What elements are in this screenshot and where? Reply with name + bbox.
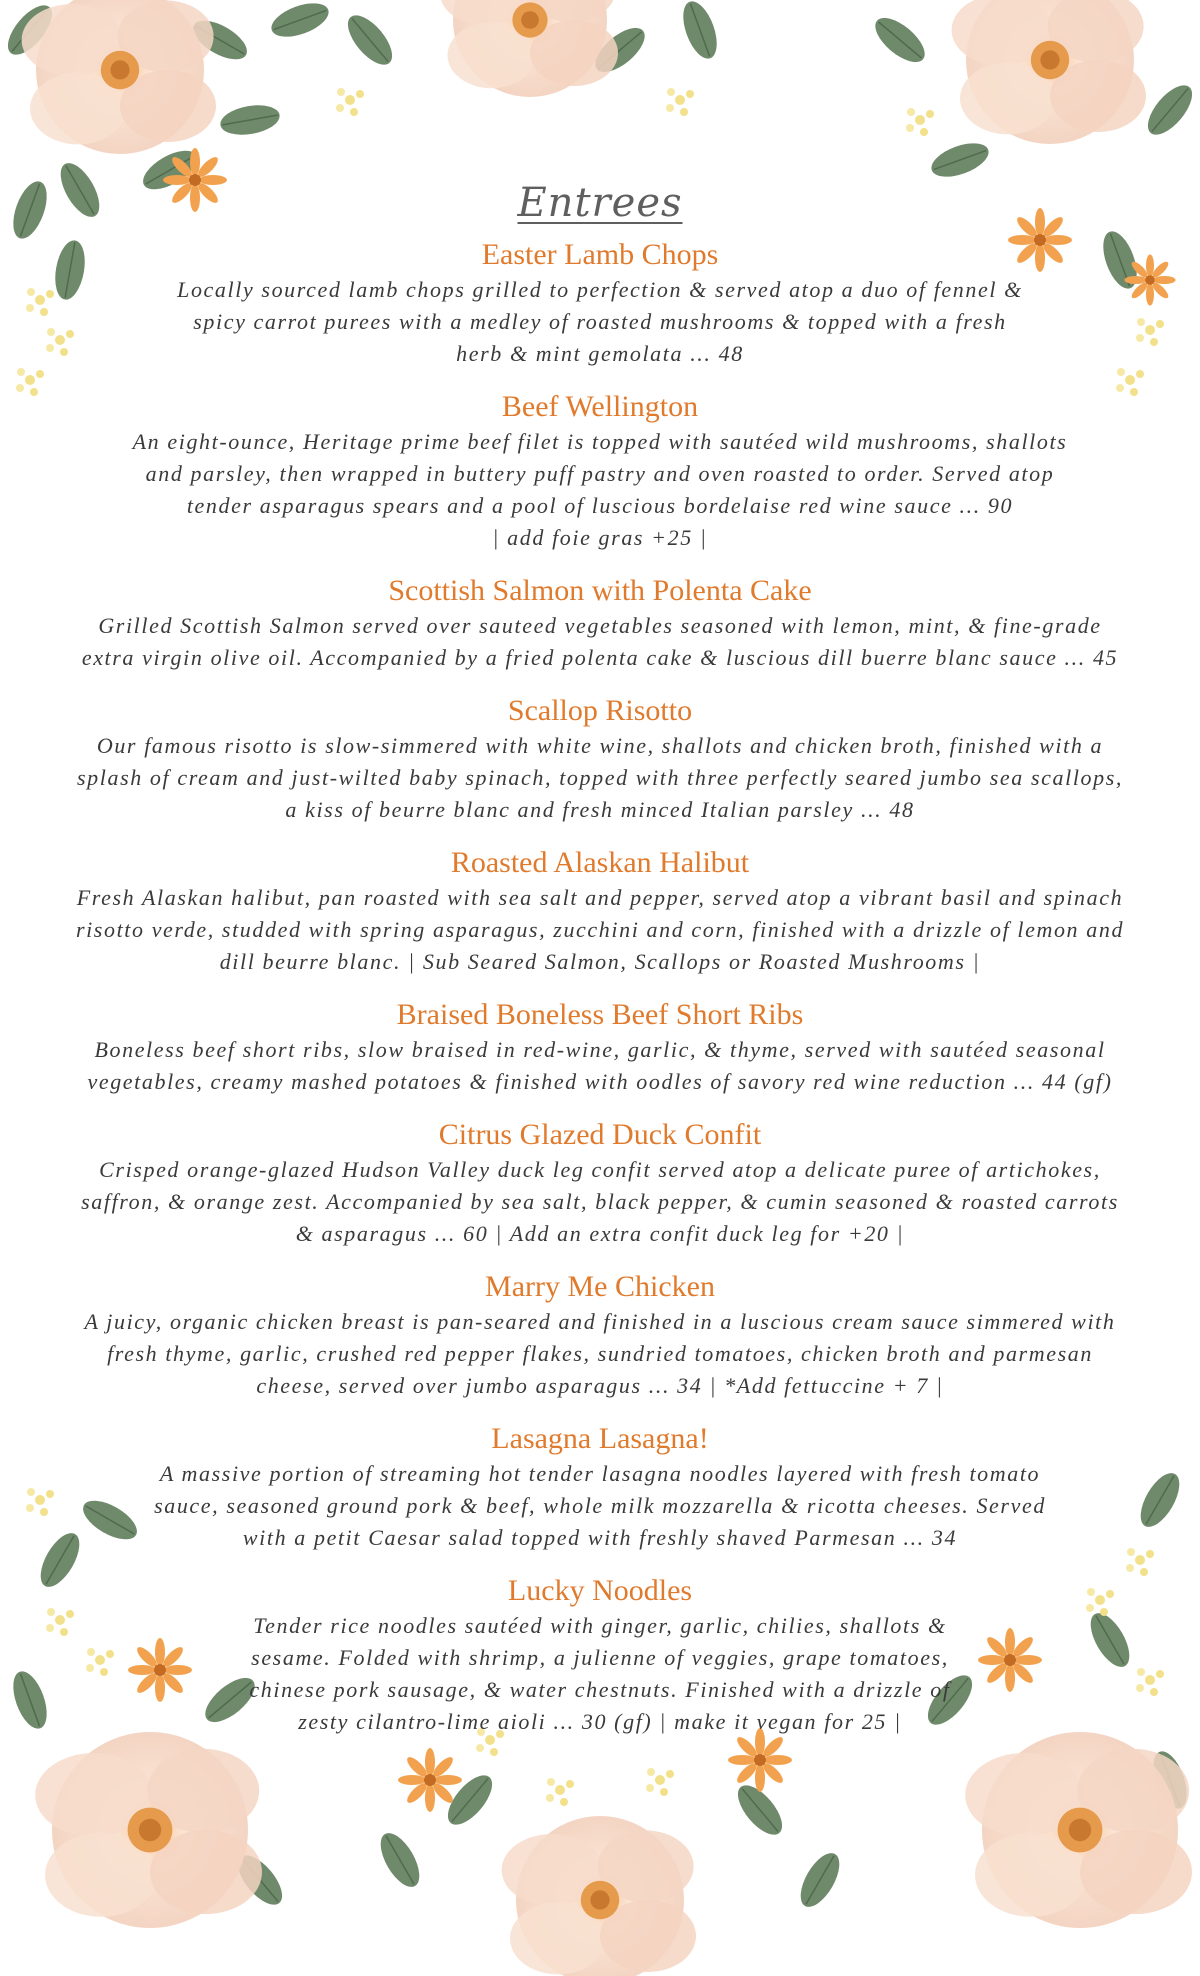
menu-item-description: An eight-ounce, Heritage prime beef filet is topped with sautéed wild mushrooms, shallots and parsley, then wrapped in buttery puff pastry and oven roasted to order. Served atop tender asparagus spears and a pool of luscious bordelaise red wine sauce ... 90 | add foie gras +25 | <box>132 429 1068 550</box>
menu-item-name: Lasagna Lasagna! <box>491 1422 709 1455</box>
menu-item <box>40 692 1160 826</box>
menu-item <box>40 996 1160 1098</box>
flower-top-center <box>267 0 723 116</box>
menu-item-description: Tender rice noodles sautéed with ginger, garlic, chilies, shallots & sesame. Folded with shrimp, a julienne of veggies, grape tomatoes, chinese pork sausage, & water chestnuts. Finished with a drizzle of zesty cilantro-lime aioli ... 30 (gf) | make it vegan for 25 | <box>249 1613 951 1734</box>
menu-item-name: Marry Me Chicken <box>485 1270 715 1303</box>
menu-item-name: Lucky Noodles <box>507 1574 693 1607</box>
menu-title: Entrees <box>517 180 683 226</box>
menu-item-name: Easter Lamb Chops <box>481 238 719 271</box>
menu-item-name: Braised Boneless Beef Short Ribs <box>396 998 804 1031</box>
menu-item-description: Locally sourced lamb chops grilled to perfection & served atop a duo of fennel & spicy carrot purees with a medley of roasted mushrooms & topped with a fresh herb & mint gemolata ... 48 <box>177 277 1023 366</box>
menu-item-name: Beef Wellington <box>501 390 699 423</box>
menu-item-description: Crisped orange-glazed Hudson Valley duck leg confit served atop a delicate puree of artichokes, saffron, & orange zest. Accompanied by sea salt, black pepper, & cumin seasoned & roasted carrots & asparagus ... 60 | Add an extra confit duck leg for +20 | <box>81 1157 1119 1246</box>
menu-item <box>40 1420 1160 1554</box>
menu-item <box>40 1572 1160 1738</box>
menu-item <box>40 1116 1160 1250</box>
menu-item <box>40 1268 1160 1402</box>
flower-bottom-center <box>373 1728 847 1976</box>
menu-item-description: Boneless beef short ribs, slow braised in red-wine, garlic, & thyme, served with sautéed seasonal vegetables, creamy mashed potatoes & finished with oodles of savory red wine reduction ... 44 (gf) <box>87 1037 1113 1094</box>
menu-item-name: Scallop Risotto <box>507 694 693 727</box>
menu-item <box>40 388 1160 554</box>
menu-item-description: Grilled Scottish Salmon served over sauteed vegetables seasoned with lemon, mint, & fine-grade extra virgin olive oil. Accompanied by a fried polenta cake & luscious dill buerre blanc sauce ... 45 <box>81 613 1119 670</box>
menu-item-description: A juicy, organic chicken breast is pan-seared and finished in a luscious cream sauce simmered with fresh thyme, garlic, crushed red pepper flakes, sundried tomatoes, chicken broth and parmesan cheese, served over jumbo asparagus ... 34 | *Add fettuccine + 7 | <box>84 1309 1116 1398</box>
menu-item-name: Roasted Alaskan Halibut <box>450 846 750 879</box>
entrees-menu <box>40 180 1160 1756</box>
menu-item-name: Citrus Glazed Duck Confit <box>438 1118 762 1151</box>
menu-item <box>40 236 1160 370</box>
menu-item-description: Fresh Alaskan halibut, pan roasted with sea salt and pepper, served atop a vibrant basil and spinach risotto verde, studded with spring asparagus, zucchini and corn, finished with a drizzle of lemon and dill beurre blanc. | Sub Seared Salmon, Scallops or Roasted Mushrooms | <box>75 885 1125 974</box>
menu-item-description: A massive portion of streaming hot tender lasagna noodles layered with fresh tomato sauce, seasoned ground pork & beef, whole milk mozzarella & ricotta cheeses. Served with a petit Caesar salad topped with freshly shaved Parmesan ... 34 <box>154 1461 1046 1550</box>
menu-item-description: Our famous risotto is slow-simmered with white wine, shallots and chicken broth, finished with a splash of cream and just-wilted baby spinach, topped with three perfectly seared jumbo sea scallops, a kiss of beurre blanc and fresh minced Italian parsley ... 48 <box>77 733 1123 822</box>
menu-item-name: Scottish Salmon with Polenta Cake <box>388 574 812 607</box>
menu-item <box>40 844 1160 978</box>
menu-item <box>40 572 1160 674</box>
